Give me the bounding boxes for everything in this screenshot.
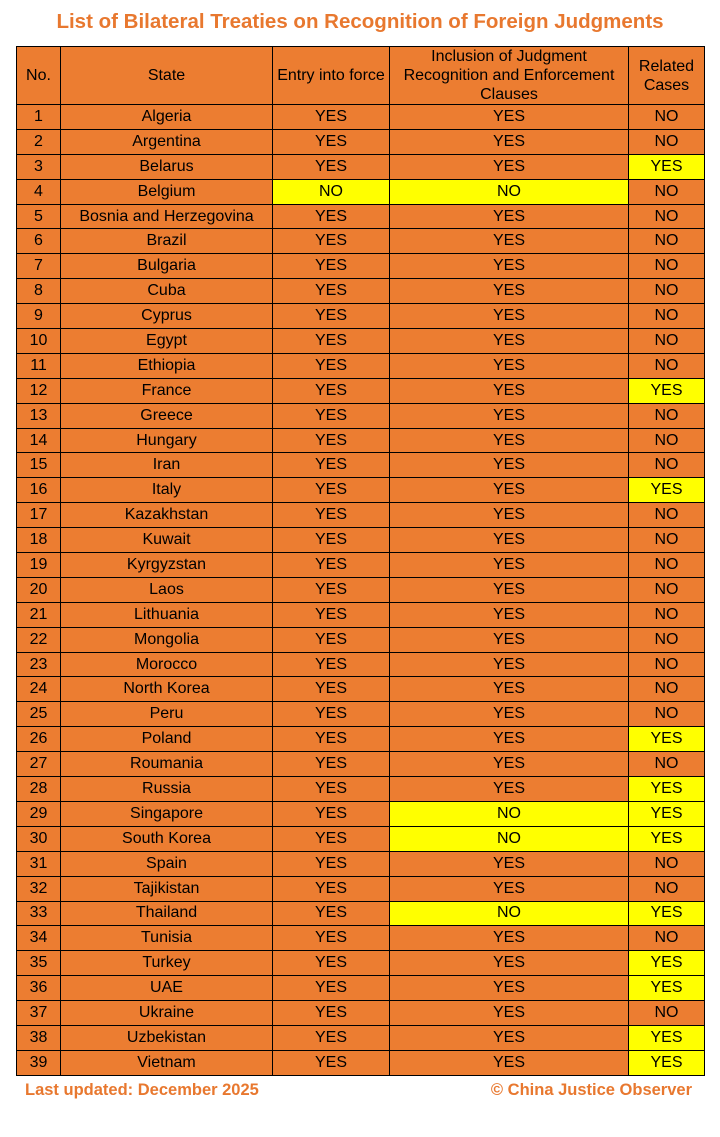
- entry-into-force-cell: YES: [273, 553, 390, 578]
- entry-into-force-cell: YES: [273, 577, 390, 602]
- related-cases-cell: NO: [629, 279, 705, 304]
- entry-into-force-cell: YES: [273, 702, 390, 727]
- inclusion-clauses-cell: YES: [390, 378, 629, 403]
- related-cases-cell: NO: [629, 752, 705, 777]
- table-row: [17, 652, 705, 677]
- entry-into-force-cell: YES: [273, 503, 390, 528]
- row-number: 19: [17, 553, 61, 578]
- state-name: Belarus: [61, 154, 273, 179]
- state-name: Ethiopia: [61, 353, 273, 378]
- entry-into-force-cell: YES: [273, 652, 390, 677]
- table-row: [17, 727, 705, 752]
- inclusion-clauses-cell: YES: [390, 329, 629, 354]
- entry-into-force-cell: YES: [273, 627, 390, 652]
- state-name: Thailand: [61, 901, 273, 926]
- table-row: [17, 826, 705, 851]
- header-related-cases: Related Cases: [629, 47, 705, 105]
- state-name: South Korea: [61, 826, 273, 851]
- entry-into-force-cell: YES: [273, 329, 390, 354]
- table-row: [17, 129, 705, 154]
- inclusion-clauses-cell: YES: [390, 677, 629, 702]
- inclusion-clauses-cell: YES: [390, 976, 629, 1001]
- row-number: 32: [17, 876, 61, 901]
- table-row: [17, 1001, 705, 1026]
- related-cases-cell: NO: [629, 453, 705, 478]
- entry-into-force-cell: YES: [273, 528, 390, 553]
- related-cases-cell: NO: [629, 1001, 705, 1026]
- table-row: [17, 453, 705, 478]
- related-cases-cell: NO: [629, 702, 705, 727]
- table-row: [17, 602, 705, 627]
- row-number: 33: [17, 901, 61, 926]
- table-row: [17, 876, 705, 901]
- table-row: [17, 1025, 705, 1050]
- related-cases-cell: NO: [629, 553, 705, 578]
- entry-into-force-cell: YES: [273, 378, 390, 403]
- row-number: 7: [17, 254, 61, 279]
- related-cases-cell: NO: [629, 577, 705, 602]
- table-row: [17, 901, 705, 926]
- row-number: 34: [17, 926, 61, 951]
- table-row: [17, 304, 705, 329]
- table-row: [17, 179, 705, 204]
- inclusion-clauses-cell: YES: [390, 727, 629, 752]
- row-number: 9: [17, 304, 61, 329]
- row-number: 12: [17, 378, 61, 403]
- state-name: Kyrgyzstan: [61, 553, 273, 578]
- entry-into-force-cell: YES: [273, 826, 390, 851]
- inclusion-clauses-cell: YES: [390, 478, 629, 503]
- state-name: Peru: [61, 702, 273, 727]
- inclusion-clauses-cell: YES: [390, 851, 629, 876]
- related-cases-cell: NO: [629, 627, 705, 652]
- table-row: [17, 777, 705, 802]
- table-row: [17, 627, 705, 652]
- table-row: [17, 1050, 705, 1075]
- related-cases-cell: NO: [629, 428, 705, 453]
- table-row: [17, 229, 705, 254]
- state-name: Cyprus: [61, 304, 273, 329]
- table-row: [17, 378, 705, 403]
- inclusion-clauses-cell: YES: [390, 229, 629, 254]
- row-number: 16: [17, 478, 61, 503]
- row-number: 37: [17, 1001, 61, 1026]
- entry-into-force-cell: YES: [273, 279, 390, 304]
- table-row: [17, 801, 705, 826]
- inclusion-clauses-cell: YES: [390, 105, 629, 130]
- table-row: [17, 577, 705, 602]
- state-name: Singapore: [61, 801, 273, 826]
- inclusion-clauses-cell: YES: [390, 154, 629, 179]
- page-title: List of Bilateral Treaties on Recognition of Foreign Judgments: [56, 10, 664, 33]
- entry-into-force-cell: YES: [273, 478, 390, 503]
- related-cases-cell: NO: [629, 254, 705, 279]
- state-name: Algeria: [61, 105, 273, 130]
- entry-into-force-cell: YES: [273, 1050, 390, 1075]
- inclusion-clauses-cell: YES: [390, 553, 629, 578]
- state-name: Uzbekistan: [61, 1025, 273, 1050]
- table-row: [17, 279, 705, 304]
- inclusion-clauses-cell: YES: [390, 1001, 629, 1026]
- state-name: Roumania: [61, 752, 273, 777]
- inclusion-clauses-cell: YES: [390, 602, 629, 627]
- inclusion-clauses-cell: YES: [390, 428, 629, 453]
- table-row: [17, 951, 705, 976]
- entry-into-force-cell: YES: [273, 727, 390, 752]
- entry-into-force-cell: YES: [273, 105, 390, 130]
- row-number: 31: [17, 851, 61, 876]
- table-row: [17, 851, 705, 876]
- row-number: 2: [17, 129, 61, 154]
- state-name: UAE: [61, 976, 273, 1001]
- state-name: Bosnia and Herzegovina: [61, 204, 273, 229]
- row-number: 14: [17, 428, 61, 453]
- state-name: Iran: [61, 453, 273, 478]
- related-cases-cell: NO: [629, 528, 705, 553]
- state-name: Tunisia: [61, 926, 273, 951]
- entry-into-force-cell: YES: [273, 926, 390, 951]
- row-number: 27: [17, 752, 61, 777]
- state-name: Argentina: [61, 129, 273, 154]
- row-number: 30: [17, 826, 61, 851]
- related-cases-cell: YES: [629, 777, 705, 802]
- row-number: 18: [17, 528, 61, 553]
- entry-into-force-cell: YES: [273, 403, 390, 428]
- treaties-table: [16, 46, 705, 1076]
- entry-into-force-cell: YES: [273, 951, 390, 976]
- entry-into-force-cell: YES: [273, 353, 390, 378]
- inclusion-clauses-cell: NO: [390, 901, 629, 926]
- related-cases-cell: YES: [629, 976, 705, 1001]
- row-number: 17: [17, 503, 61, 528]
- copyright: © China Justice Observer: [490, 1081, 692, 1099]
- state-name: France: [61, 378, 273, 403]
- table-row: [17, 353, 705, 378]
- row-number: 22: [17, 627, 61, 652]
- entry-into-force-cell: YES: [273, 1025, 390, 1050]
- table-row: [17, 478, 705, 503]
- state-name: Poland: [61, 727, 273, 752]
- state-name: Kazakhstan: [61, 503, 273, 528]
- related-cases-cell: YES: [629, 901, 705, 926]
- row-number: 10: [17, 329, 61, 354]
- header-entry-into-force: Entry into force: [273, 47, 390, 105]
- last-updated: Last updated: December 2025: [25, 1081, 259, 1099]
- inclusion-clauses-cell: YES: [390, 528, 629, 553]
- related-cases-cell: YES: [629, 1025, 705, 1050]
- state-name: Spain: [61, 851, 273, 876]
- table-body: [17, 105, 705, 1076]
- entry-into-force-cell: YES: [273, 1001, 390, 1026]
- inclusion-clauses-cell: YES: [390, 1050, 629, 1075]
- table-row: [17, 926, 705, 951]
- inclusion-clauses-cell: NO: [390, 801, 629, 826]
- table-row: [17, 329, 705, 354]
- entry-into-force-cell: YES: [273, 602, 390, 627]
- row-number: 15: [17, 453, 61, 478]
- row-number: 26: [17, 727, 61, 752]
- entry-into-force-cell: YES: [273, 304, 390, 329]
- inclusion-clauses-cell: YES: [390, 254, 629, 279]
- state-name: Vietnam: [61, 1050, 273, 1075]
- row-number: 3: [17, 154, 61, 179]
- related-cases-cell: YES: [629, 378, 705, 403]
- state-name: Kuwait: [61, 528, 273, 553]
- row-number: 8: [17, 279, 61, 304]
- row-number: 35: [17, 951, 61, 976]
- inclusion-clauses-cell: YES: [390, 279, 629, 304]
- related-cases-cell: YES: [629, 478, 705, 503]
- state-name: Brazil: [61, 229, 273, 254]
- state-name: Turkey: [61, 951, 273, 976]
- state-name: Tajikistan: [61, 876, 273, 901]
- inclusion-clauses-cell: NO: [390, 179, 629, 204]
- related-cases-cell: NO: [629, 851, 705, 876]
- related-cases-cell: YES: [629, 801, 705, 826]
- row-number: 11: [17, 353, 61, 378]
- inclusion-clauses-cell: YES: [390, 129, 629, 154]
- table-row: [17, 503, 705, 528]
- state-name: Greece: [61, 403, 273, 428]
- header-no: No.: [17, 47, 61, 105]
- table-row: [17, 677, 705, 702]
- related-cases-cell: NO: [629, 677, 705, 702]
- row-number: 28: [17, 777, 61, 802]
- related-cases-cell: NO: [629, 179, 705, 204]
- inclusion-clauses-cell: YES: [390, 777, 629, 802]
- row-number: 29: [17, 801, 61, 826]
- row-number: 36: [17, 976, 61, 1001]
- entry-into-force-cell: YES: [273, 129, 390, 154]
- related-cases-cell: YES: [629, 154, 705, 179]
- inclusion-clauses-cell: YES: [390, 503, 629, 528]
- table-row: [17, 154, 705, 179]
- inclusion-clauses-cell: YES: [390, 926, 629, 951]
- state-name: Laos: [61, 577, 273, 602]
- row-number: 38: [17, 1025, 61, 1050]
- entry-into-force-cell: YES: [273, 752, 390, 777]
- entry-into-force-cell: YES: [273, 154, 390, 179]
- state-name: Egypt: [61, 329, 273, 354]
- header-inclusion-clauses: Inclusion of Judgment Recognition and Enforcement Clauses: [390, 47, 629, 105]
- state-name: Mongolia: [61, 627, 273, 652]
- inclusion-clauses-cell: YES: [390, 702, 629, 727]
- table-row: [17, 752, 705, 777]
- entry-into-force-cell: YES: [273, 254, 390, 279]
- row-number: 20: [17, 577, 61, 602]
- entry-into-force-cell: YES: [273, 777, 390, 802]
- entry-into-force-cell: YES: [273, 229, 390, 254]
- state-name: Cuba: [61, 279, 273, 304]
- table-row: [17, 254, 705, 279]
- row-number: 5: [17, 204, 61, 229]
- entry-into-force-cell: YES: [273, 851, 390, 876]
- table-row: [17, 976, 705, 1001]
- row-number: 6: [17, 229, 61, 254]
- table-row: [17, 702, 705, 727]
- table-row: [17, 105, 705, 130]
- state-name: Morocco: [61, 652, 273, 677]
- related-cases-cell: NO: [629, 105, 705, 130]
- related-cases-cell: NO: [629, 503, 705, 528]
- state-name: Hungary: [61, 428, 273, 453]
- related-cases-cell: NO: [629, 304, 705, 329]
- related-cases-cell: NO: [629, 602, 705, 627]
- inclusion-clauses-cell: YES: [390, 951, 629, 976]
- state-name: Belgium: [61, 179, 273, 204]
- inclusion-clauses-cell: YES: [390, 752, 629, 777]
- row-number: 39: [17, 1050, 61, 1075]
- inclusion-clauses-cell: YES: [390, 403, 629, 428]
- inclusion-clauses-cell: YES: [390, 876, 629, 901]
- inclusion-clauses-cell: NO: [390, 826, 629, 851]
- entry-into-force-cell: YES: [273, 677, 390, 702]
- inclusion-clauses-cell: YES: [390, 1025, 629, 1050]
- header-state: State: [61, 47, 273, 105]
- entry-into-force-cell: YES: [273, 976, 390, 1001]
- related-cases-cell: YES: [629, 727, 705, 752]
- row-number: 24: [17, 677, 61, 702]
- entry-into-force-cell: YES: [273, 204, 390, 229]
- row-number: 4: [17, 179, 61, 204]
- related-cases-cell: YES: [629, 826, 705, 851]
- related-cases-cell: NO: [629, 403, 705, 428]
- entry-into-force-cell: YES: [273, 428, 390, 453]
- inclusion-clauses-cell: YES: [390, 304, 629, 329]
- inclusion-clauses-cell: YES: [390, 453, 629, 478]
- inclusion-clauses-cell: YES: [390, 353, 629, 378]
- row-number: 25: [17, 702, 61, 727]
- related-cases-cell: NO: [629, 329, 705, 354]
- inclusion-clauses-cell: YES: [390, 204, 629, 229]
- entry-into-force-cell: YES: [273, 801, 390, 826]
- related-cases-cell: YES: [629, 1050, 705, 1075]
- entry-into-force-cell: YES: [273, 876, 390, 901]
- related-cases-cell: NO: [629, 876, 705, 901]
- table-row: [17, 553, 705, 578]
- table-row: [17, 204, 705, 229]
- state-name: Lithuania: [61, 602, 273, 627]
- row-number: 21: [17, 602, 61, 627]
- related-cases-cell: NO: [629, 926, 705, 951]
- table-row: [17, 428, 705, 453]
- related-cases-cell: NO: [629, 129, 705, 154]
- state-name: North Korea: [61, 677, 273, 702]
- related-cases-cell: YES: [629, 951, 705, 976]
- related-cases-cell: NO: [629, 652, 705, 677]
- table-header-row: [17, 47, 705, 105]
- inclusion-clauses-cell: YES: [390, 577, 629, 602]
- row-number: 23: [17, 652, 61, 677]
- inclusion-clauses-cell: YES: [390, 627, 629, 652]
- related-cases-cell: NO: [629, 229, 705, 254]
- table-row: [17, 403, 705, 428]
- entry-into-force-cell: YES: [273, 453, 390, 478]
- table-row: [17, 528, 705, 553]
- row-number: 1: [17, 105, 61, 130]
- state-name: Italy: [61, 478, 273, 503]
- row-number: 13: [17, 403, 61, 428]
- related-cases-cell: NO: [629, 353, 705, 378]
- state-name: Ukraine: [61, 1001, 273, 1026]
- related-cases-cell: NO: [629, 204, 705, 229]
- state-name: Bulgaria: [61, 254, 273, 279]
- state-name: Russia: [61, 777, 273, 802]
- entry-into-force-cell: YES: [273, 901, 390, 926]
- entry-into-force-cell: NO: [273, 179, 390, 204]
- inclusion-clauses-cell: YES: [390, 652, 629, 677]
